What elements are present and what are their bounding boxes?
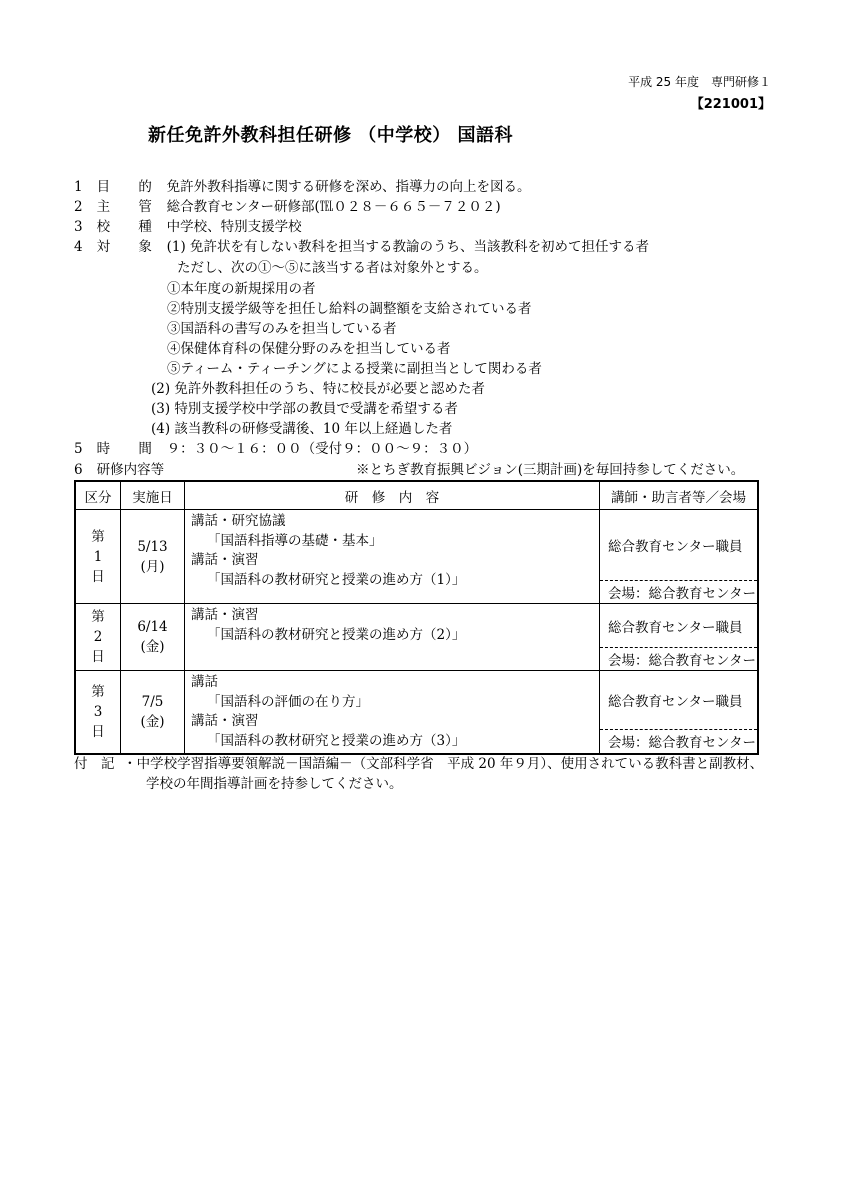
date-cell: 5/13 (月) <box>121 510 185 604</box>
date-cell: 7/5 (金) <box>121 671 185 755</box>
day-label: 第 3 日 <box>75 671 121 755</box>
exclusion-item: ④保健体育科の保健分野のみを担当している者 <box>167 341 451 357</box>
table-row <box>75 510 758 604</box>
item-time: 5 時 間 ９：３０～１６：００（受付９：００～９：３０） <box>74 441 478 457</box>
content-cell: 講話・演習 「国語科の教材研究と授業の進め方（2）」 <box>185 604 600 671</box>
instructor: 総合教育センター職員 <box>608 619 743 636</box>
venue: 会場：総合教育センター <box>600 580 757 603</box>
item-school-type: 3 校 種 中学校、特別支援学校 <box>74 219 302 235</box>
staff-cell <box>600 671 759 755</box>
content-note: ※とちぎ教育振興ビジョン(三期計画)を毎回持参してください。 <box>356 462 745 478</box>
staff-cell <box>600 604 759 671</box>
header-date: 実施日 <box>121 481 185 510</box>
page-title: 新任免許外教科担任研修 （中学校） 国語科 <box>148 125 514 146</box>
exclusion-item: ①本年度の新規採用の者 <box>167 281 316 297</box>
footer-note: 付 記 ・中学校学習指導要領解説－国語編－（文部科学省 平成 20 年９月）、使用されている教科書と副教材、 <box>74 756 764 772</box>
item-organizer: 2 主 管 総合教育センター研修部(℡０２８－６６５－７２０２) <box>74 199 501 215</box>
header-division: 区分 <box>75 481 121 510</box>
item-content: 6 研修内容等 <box>74 462 165 478</box>
footer-label: 付 記 <box>74 756 115 772</box>
target-item-3: (3) 特別支援学校中学部の教員で受講を希望する者 <box>151 401 458 417</box>
item-purpose: 1 目 的 免許外教科指導に関する研修を深め、指導力の向上を図る。 <box>74 179 531 195</box>
content-cell: 講話 「国語科の評価の在り方」 講話・演習 「国語科の教材研究と授業の進め方（3）」 <box>185 671 600 755</box>
venue: 会場：総合教育センター <box>600 647 757 670</box>
content-cell: 講話・研究協議 「国語科指導の基礎・基本」 講話・演習 「国語科の教材研究と授業の進め方（1）」 <box>185 510 600 604</box>
item-target: 4 対 象 (1) 免許状を有しない教科を担当する教諭のうち、当該教科を初めて担任する者 <box>74 239 650 255</box>
exclusion-item: ②特別支援学級等を担任し給料の調整額を支給されている者 <box>167 301 532 317</box>
target-item-2: (2) 免許外教科担任のうち、特に校長が必要と認めた者 <box>151 381 485 397</box>
day-label: 第 2 日 <box>75 604 121 671</box>
staff-cell <box>600 510 759 604</box>
header-staff: 講師・助言者等／会場 <box>600 481 759 510</box>
table-row <box>75 671 758 755</box>
header-content: 研 修 内 容 <box>185 481 600 510</box>
footer-note-line2: 学校の年間指導計画を持参してください。 <box>146 776 403 792</box>
instructor: 総合教育センター職員 <box>608 539 743 555</box>
instructor: 総合教育センター職員 <box>608 694 743 710</box>
header-fiscal-year: 平成 25 年度 専門研修１ <box>628 75 771 89</box>
day-label: 第 1 日 <box>75 510 121 604</box>
exclusion-item: ⑤ティーム・ティーチングによる授業に副担当として関わる者 <box>167 361 542 377</box>
header-course-code: 【221001】 <box>690 97 771 112</box>
schedule-table <box>74 480 759 755</box>
target-item-4: (4) 該当教科の研修受講後、10 年以上経過した者 <box>151 421 453 437</box>
table-header-row <box>75 481 758 510</box>
table-row <box>75 604 758 671</box>
target-exclusion-note: ただし、次の①～⑤に該当する者は対象外とする。 <box>177 260 488 276</box>
exclusion-item: ③国語科の書写のみを担当している者 <box>167 321 397 337</box>
date-cell: 6/14 (金) <box>121 604 185 671</box>
venue: 会場：総合教育センター <box>600 729 757 752</box>
